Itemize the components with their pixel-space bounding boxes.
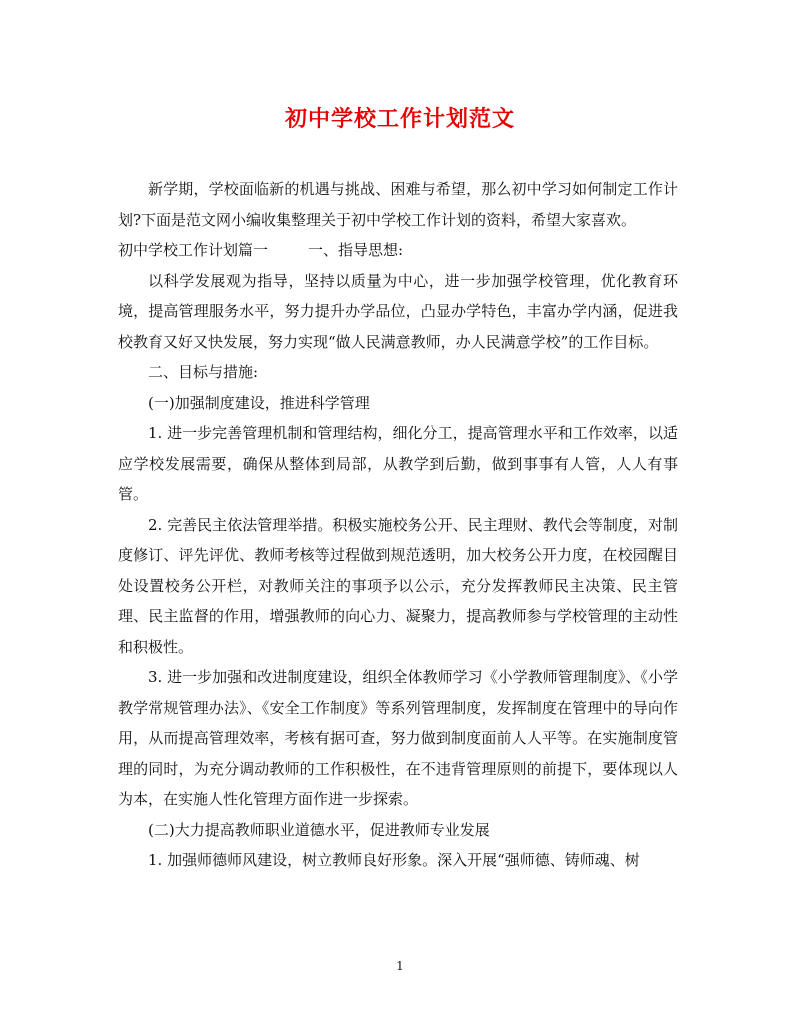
subsection-heading-2: (二)大力提高教师职业道德水平，促进教师专业发展: [148, 820, 490, 839]
section-heading: 一、指导思想:: [308, 241, 404, 259]
guiding-paragraph: 以科学发展观为指导，坚持以质量为中心，进一步加强学校管理，优化教育环境，提高管理服务水平，努力提升办学品位，凸显办学特色，丰富办学内涵，促进我校教育又好又快发展，努力实现“做人民满意教师，办人民满意学校”的工作目标。: [118, 271, 678, 351]
list-item-3: 3. 进一步加强和改进制度建设，组织全体教师学习《小学教师管理制度》、《小学教学常规管理办法》、《安全工作制度》等系列管理制度，发挥制度在管理中的导向作用，从而提高管理效率，考核有据可查，努力做到制度面前人人平等。在实施制度管理的同时，为充分调动教师的工作积极性，在不违背管理原则的前提下，要体现以人为本，在实施人性化管理方面作进一步探索。: [118, 668, 678, 808]
document-title: 初中学校工作计划范文: [284, 106, 515, 132]
list-item-1: 1. 进一步完善管理机制和管理结构，细化分工，提高管理水平和工作效率，以适应学校发展需要，确保从整体到局部，从教学到后勤，做到事事有人管，人人有事管。: [118, 424, 678, 503]
subsection-heading-1: (一)加强制度建设，推进科学管理: [148, 393, 370, 412]
goals-heading: 二、目标与措施:: [148, 363, 259, 381]
intro-paragraph: 新学期，学校面临新的机遇与挑战、困难与希望，那么初中学习如何制定工作计划?下面是范文网小编收集整理关于初中学校工作计划的资料，希望大家喜欢。: [118, 180, 678, 229]
list-item-4: 1. 加强师德师风建设，树立教师良好形象。深入开展“强师德、铸师魂、树: [148, 851, 640, 869]
section-heading-line: [118, 235, 678, 266]
page-number: 1: [396, 959, 404, 973]
section-label: 初中学校工作计划篇一: [118, 241, 269, 259]
document-body: [118, 174, 678, 876]
list-item-2: 2. 完善民主依法管理举措。积极实施校务公开、民主理财、教代会等制度，对制度修订、评先评优、教师考核等过程做到规范透明，加大校务公开力度，在校园醒目处设置校务公开栏，对教师关注的事项予以公示，充分发挥教师民主决策、民主管理、民主监督的作用，增强教师的向心力、凝聚力，提高教师参与学校管理的主动性和积极性。: [118, 515, 678, 656]
